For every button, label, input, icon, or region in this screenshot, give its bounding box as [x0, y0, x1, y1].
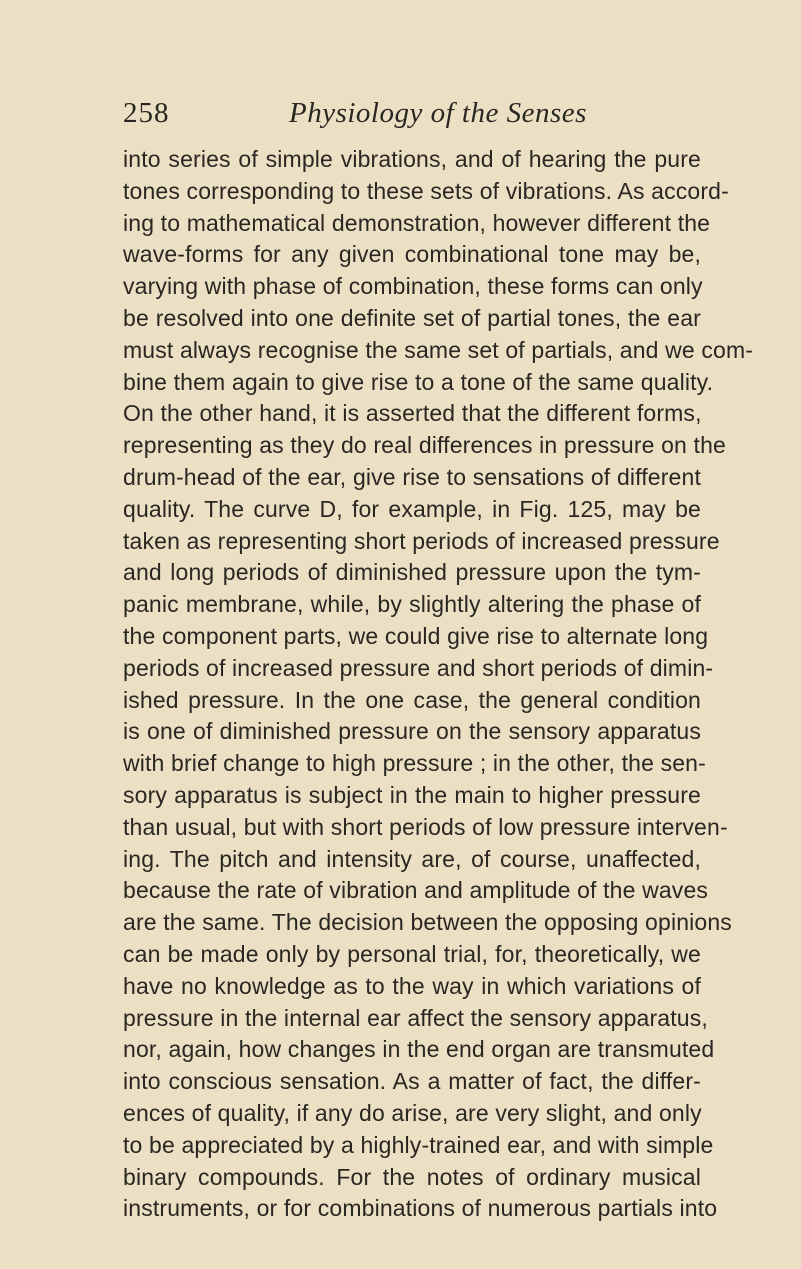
text-line: taken as representing short periods of increased pressure	[123, 527, 720, 554]
text-line: because the rate of vibration and amplitude of the waves	[123, 877, 709, 904]
text-line: than usual, but with short periods of low pressure interven-	[123, 813, 728, 840]
page-header	[0, 91, 801, 135]
text-line: ished pressure. In the one case, the general condition	[123, 686, 701, 713]
text-line: is one of diminished pressure on the sensory apparatus	[123, 718, 701, 745]
page-number: 258	[123, 97, 170, 129]
text-line: ing. The pitch and intensity are, of course, unaffected,	[123, 845, 701, 872]
text-line: can be made only by personal trial, for, theoretically, we	[123, 940, 701, 967]
text-line: the component parts, we could give rise to alternate long	[123, 622, 709, 649]
text-line: pressure in the internal ear affect the sensory apparatus,	[123, 1004, 708, 1031]
text-line: On the other hand, it is asserted that the different forms,	[123, 400, 702, 427]
text-line: are the same. The decision between the opposing opinions	[123, 909, 732, 936]
text-line: with brief change to high pressure ; in the other, the sen-	[123, 750, 706, 777]
text-line: to be appreciated by a highly-trained ear, and with simple	[123, 1131, 714, 1158]
body-text	[123, 144, 754, 1225]
text-line: drum-head of the ear, give rise to sensations of different	[123, 463, 701, 490]
text-line: nor, again, how changes in the end organ are transmuted	[123, 1036, 715, 1063]
text-line: instruments, or for combinations of numerous partials into	[123, 1195, 718, 1222]
text-line: ing to mathematical demonstration, however different the	[123, 209, 711, 236]
text-line: sory apparatus is subject in the main to higher pressure	[123, 781, 701, 808]
text-line: varying with phase of combination, these forms can only	[123, 273, 703, 300]
text-line: panic membrane, while, by slightly altering the phase of	[123, 591, 701, 618]
text-line: periods of increased pressure and short periods of dimin-	[123, 654, 714, 681]
text-line: must always recognise the same set of partials, and we com-	[123, 336, 754, 363]
text-line: be resolved into one definite set of partial tones, the ear	[123, 304, 701, 331]
text-line: representing as they do real differences in pressure on the	[123, 432, 726, 459]
text-line: wave-forms for any given combinational tone may be,	[123, 241, 701, 268]
text-line: ences of quality, if any do arise, are very slight, and only	[123, 1099, 702, 1126]
text-line: binary compounds. For the notes of ordinary musical	[123, 1163, 701, 1190]
text-line: quality. The curve D, for example, in Fig. 125, may be	[123, 495, 701, 522]
text-line: tones corresponding to these sets of vibrations. As accord-	[123, 177, 729, 204]
text-line: bine them again to give rise to a tone of the same quality.	[123, 368, 714, 395]
text-line: into series of simple vibrations, and of hearing the pure	[123, 146, 701, 172]
text-line: have no knowledge as to the way in which variations of	[123, 972, 701, 999]
text-line: and long periods of diminished pressure upon the tym-	[123, 559, 701, 586]
running-title: Physiology of the Senses	[289, 97, 587, 129]
text-line: into conscious sensation. As a matter of fact, the differ-	[123, 1068, 701, 1095]
